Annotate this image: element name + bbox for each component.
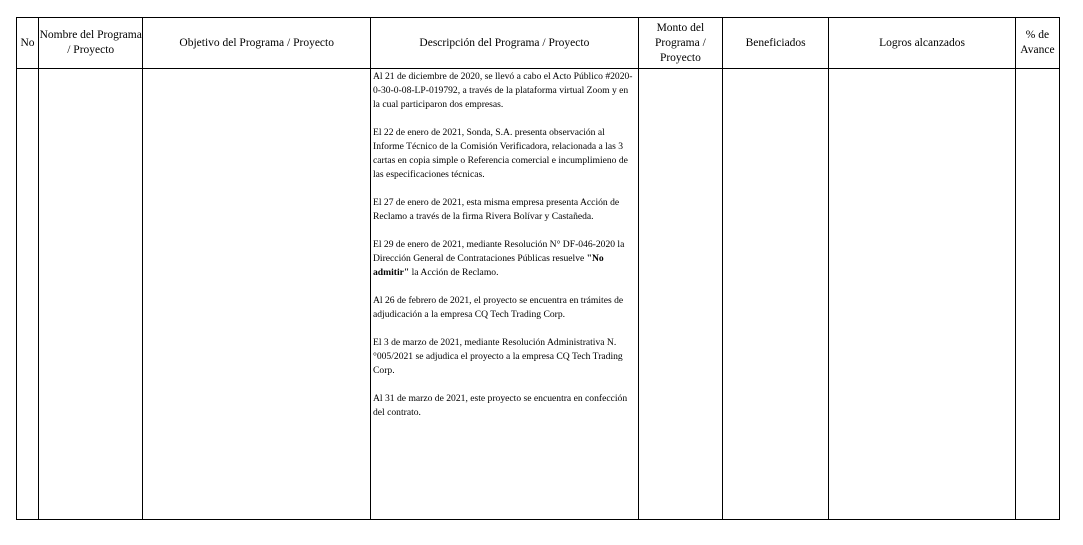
cell-no bbox=[17, 69, 39, 520]
description-text: la Acción de Reclamo. bbox=[409, 267, 499, 278]
cell-objetivo bbox=[143, 69, 371, 520]
cell-beneficiados bbox=[723, 69, 829, 520]
description-paragraph: El 22 de enero de 2021, Sonda, S.A. presenta observación al Informe Técnico de la Comisión Verificadora, relacionada a las 3 cartas en copia simple o Referencia comercial e incumplimieno de las especificaciones técnicas. bbox=[373, 127, 628, 180]
description-text: El 29 de enero de 2021, mediante Resolución N° DF-046-2020 la Dirección General de Contrataciones Públicas resuelve bbox=[373, 239, 625, 264]
header-avance: % de Avance bbox=[1015, 18, 1059, 69]
header-beneficiados: Beneficiados bbox=[723, 18, 829, 69]
header-objetivo: Objetivo del Programa / Proyecto bbox=[143, 18, 371, 69]
header-monto: Monto del Programa / Proyecto bbox=[638, 18, 722, 69]
description-paragraph: Al 31 de marzo de 2021, este proyecto se encuentra en confección del contrato. bbox=[373, 393, 628, 418]
table-row bbox=[17, 69, 1060, 520]
header-no: No bbox=[17, 18, 39, 69]
description-paragraph: El 27 de enero de 2021, esta misma empresa presenta Acción de Reclamo a través de la firma Rivera Bolívar y Castañeda. bbox=[373, 197, 620, 222]
description-paragraph: Al 26 de febrero de 2021, el proyecto se encuentra en trámites de adjudicación a la empresa CQ Tech Trading Corp. bbox=[373, 295, 624, 320]
cell-descripcion bbox=[371, 69, 639, 520]
header-logros: Logros alcanzados bbox=[829, 18, 1016, 69]
table-header bbox=[17, 18, 1060, 69]
cell-nombre bbox=[39, 69, 143, 520]
description-paragraph: Al 21 de diciembre de 2020, se llevó a cabo el Acto Público #2020-0-30-0-08-LP-019792, a través de la plataforma virtual Zoom y en la cual participaron dos empresas. bbox=[373, 71, 633, 110]
header-descripcion: Descripción del Programa / Proyecto bbox=[371, 18, 639, 69]
description-paragraph: El 3 de marzo de 2021, mediante Resolución Administrativa N.°005/2021 se adjudica el proyecto a la empresa CQ Tech Trading Corp. bbox=[373, 337, 623, 376]
cell-monto bbox=[638, 69, 722, 520]
header-row bbox=[17, 18, 1060, 69]
cell-avance bbox=[1015, 69, 1059, 520]
cell-logros bbox=[829, 69, 1016, 520]
header-nombre: Nombre del Programa / Proyecto bbox=[39, 18, 143, 69]
description-emphasis: "No admitir" bbox=[373, 253, 604, 278]
program-report-table bbox=[16, 17, 1060, 520]
description-paragraph bbox=[373, 238, 636, 280]
